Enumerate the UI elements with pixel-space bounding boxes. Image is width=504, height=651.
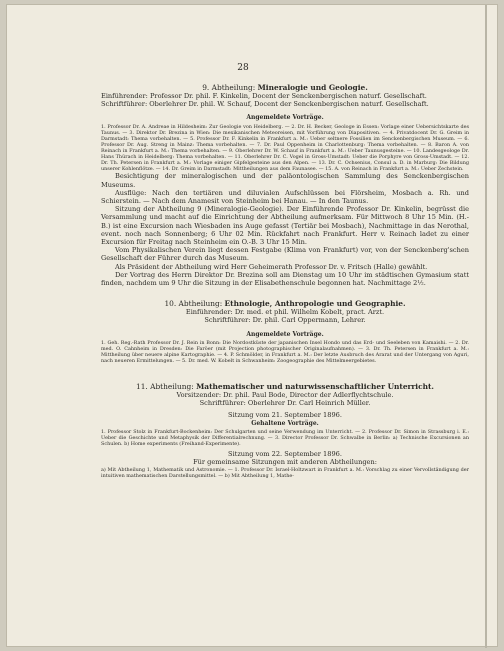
section-9-announced-heading: Angemeldete Vorträge. (246, 114, 324, 122)
section-11-talks-1: 1. Professor Stolz in Frankfurt-Bockenheim: Der Schulgarten und seine Verwendung im Unterricht. — 2. Professor Dr. Simon in Strassburg i. E.: Ueber die Geschichte und Metaphysik der Differentialrechnung. — 3. Director Professor Dr. Schwalbe in Berlin: a) Technische Excursionen an Schulen. b) Home experiments (Freihand-Experimente). (101, 429, 469, 448)
section-11-intro-2: Schriftführer: Oberlehrer Dr. Carl Heinrich Müller. (199, 399, 371, 408)
section-9-paragraph-2: Ausflüge: Nach den tertiären und diluvialen Aufschlüssen bei Flörsheim, Mosbach a. Rh. und Schierstein. — Nach dem Anamesit von Steinheim bei Hanau. — In den Taunus. (101, 188, 469, 205)
section-9-heading (101, 83, 469, 92)
section-9-paragraph-4: Vom Physikalischen Verein liegt dessen Festgabe (Klima von Frankfurt) vor, von der Senckenberg'schen Gesellschaft der Führer durch das Museum. (101, 246, 469, 263)
section-11-sitting-2: Sitzung vom 22. September 1896. (228, 450, 342, 459)
section-9-paragraph-6: Der Vortrag des Herrn Direktor Dr. Brezina soll am Dienstag um 10 Uhr im städtischen Gymasium statt finden, nachdem um 9 Uhr die Sitzung in der Elisabethenschule begonnen hat. Nachmittage 2½. (101, 270, 469, 287)
section-9-paragraph-3: Sitzung der Abtheilung 9 (Mineralogie-Geologie). Der Einführende Professor Dr. Kinkelin, begrüsst die Versammlung und macht auf die Einrichtung der Abtheilung aufmerksam. Für Mittwoch 8 Uhr 15 Min. (H.-B.) ist eine Excursion nach Wiesbaden ins Auge gefasst (Tertiär bei Mosbach), Nachmittage in das Nerothal, event. noch nach Sonnenberg; 6 Uhr 02 Min. Rückfahrt nach Frankfurt. Herr v. Reinach ladet zu einer Excursion für Freitag nach Steinheim ein O.-B. 3 Uhr 15 Min. (101, 205, 469, 246)
section-9-title: Mineralogie und Geologie. (257, 83, 368, 92)
section-9-talks: 1. Professor Dr. A. Andreae in Hildesheim: Zur Geologie von Heidelberg. — 2. Dr. H. Becker, Geologe in Essen: Vorlage einer Uebersichtskarte des Taunus. — 3. Direktor Dr. Brezina in Wien: Die mexikanischen Meteoreisen, mit Vorführung von Diapositiven. — 4. Privatdocent Dr. G. Greim in Darmstadt: Thema vorbehalten. — 5. Professor Dr. F. Kinkelin in Frankfurt a. M.: Ueber seltnere Fossilien im Senckenbergischen Museum. — 6. Professor Dr. Aug. Streng in Mainz: Thema vorbehalten. — 7. Dr. Paul Oppenheim in Charlottenburg: Thema vorbehalten. — 8. Baron A. von Reinach in Frankfurt a. M.: Thema vorbehalten. — 9. Oberlehrer Dr. W. Schauf in Frankfurt a. M.: Ueber Taunusgesteine. — 10. Landesgeologe Dr. Hans Thürach in Heidelberg: Thema vorbehalten. — 11. Oberlehrer Dr. C. Vogel in Gross-Umstadt: Ueber die Porphyre von Gross-Umstadt. — 12. Dr. Th. Petersen in Frankfurt a. M.: Vorlage einiger Gipfelgesteine aus den Alpen. — 13. Dr. C. Ochsenius, Consul a. D. in Marburg: Die Bildung unserer Kohlenflötze. — 14. Dr. Greim in Darmstadt: Mittheilungen aus dem Faunasee. — 15. A. von Reinach in Frankfurt a. M.: Ueber Zechstein. (101, 123, 469, 173)
binding-gutter (485, 5, 487, 648)
page-number: 28 (237, 63, 249, 73)
section-10-intro-2: Schriftführer: Dr. phil. Carl Oppermann, Lehrer. (204, 316, 366, 325)
section-9-paragraph-5: Als Präsident der Abtheilung wird Herr Geheimerath Professor Dr. v. Fritsch (Halle) gewählt. (115, 262, 428, 271)
section-10-intro-1: Einführender: Dr. med. et phil. Wilhelm Kobelt, pract. Arzt. (185, 308, 385, 317)
section-11-title: Mathematischer und naturwissenschaftlicher Unterricht. (196, 382, 434, 392)
section-10-title: Ethnologie, Anthropologie und Geographie. (224, 299, 406, 309)
section-10-talks: 1. Geh. Reg.-Rath Professor Dr. J. Rein in Bonn: Die Nordostküste der japanischen Insel Hondo und das Erd- und Seeleben von Kamaishi. — 2. Dr. med. O. Cahnheim in Dresden: Die Faröer (mit Projection photographischer Originalaufnahmen). — 3. Dr. Th. Petersen in Frankfurt a. M.: Mittheilung über neuere alpine Kartographie. — 4. P. Schmölder, in Frankfurt a. M.: Der letzte Ausbruch des Ararat und der Untergang von Aguri, nach neueren Ermittelungen. — 5. Dr. med. W. Kobelt in Schwanheim: Zoogeographie des Mittelmeergebietes. (101, 339, 469, 365)
page-content (101, 79, 469, 479)
section-10-heading (101, 299, 469, 308)
section-9-prefix: 9. Abtheilung: (202, 83, 256, 92)
section-11-held-heading: Gehaltene Vorträge. (251, 419, 319, 427)
section-11-joint-talks: a) Mit Abtheilung 1, Mathematik und Astronomie. — 1. Professor Dr. Israel-Holtzwart in Frankfurt a. M.: Vorschlag zu einer Vervollständigung der intuitiven mathematischen Darstellungsmittel. — b) Mit Abtheilung 1, Mathe- (101, 466, 469, 479)
section-11-intro-1: Vorsitzender: Dr. phil. Paul Bode, Director der Adlerflychtschule. (176, 391, 394, 400)
section-11-joint-heading: Für gemeinsame Sitzungen mit anderen Abtheilungen: (193, 458, 377, 467)
section-9-intro-1: Einführender: Professor Dr. phil. F. Kinkelin, Docent der Senckenbergischen naturf. Gesellschaft. (101, 92, 427, 100)
section-10-announced-heading: Angemeldete Vorträge. (246, 330, 324, 338)
section-9-intro-2: Schriftführer: Oberlehrer Dr. phil. W. Schauf, Docent der Senckenbergischen naturf. Gesellschaft. (101, 100, 429, 109)
section-10-prefix: 10. Abtheilung: (164, 299, 223, 309)
section-11-sitting-1: Sitzung vom 21. September 1896. (228, 410, 342, 419)
section-11-heading (101, 382, 469, 391)
section-11-prefix: 11. Abtheilung: (136, 382, 194, 392)
section-9-paragraph-1: Besichtigung der mineralogischen und der paläontologischen Sammlung des Senckenbergischen Museums. (101, 172, 469, 189)
book-page (6, 4, 498, 647)
